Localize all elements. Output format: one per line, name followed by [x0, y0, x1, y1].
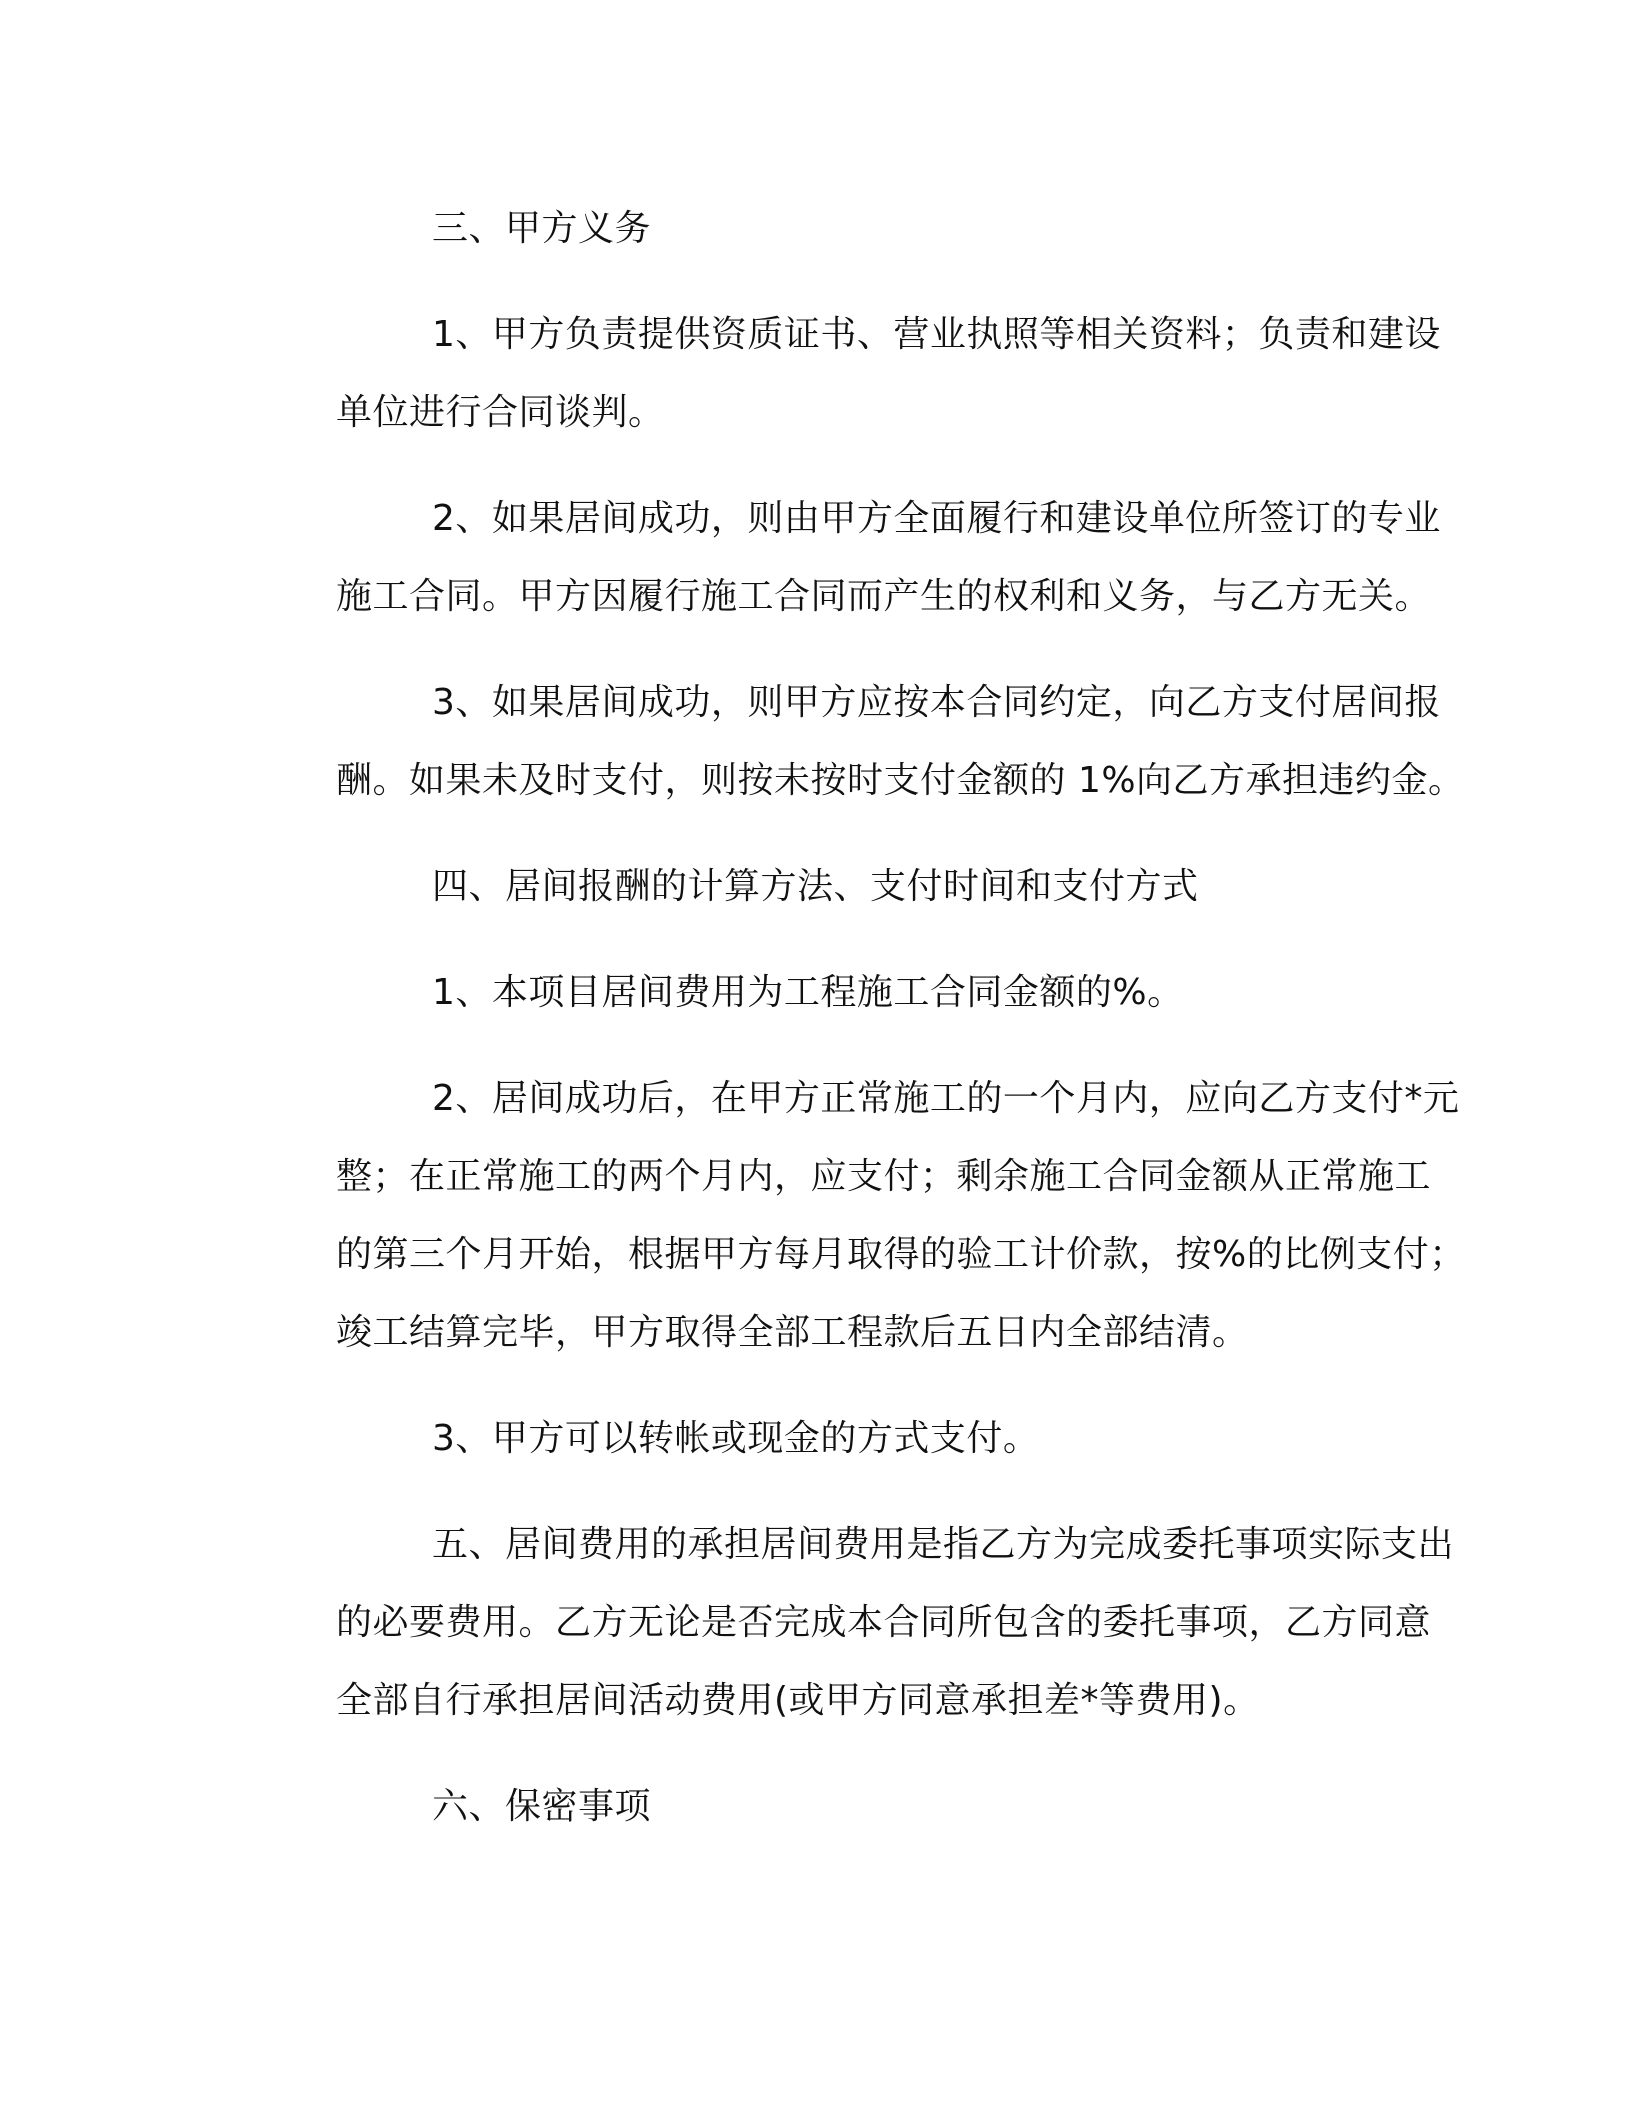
text-line: 1、本项目居间费用为工程施工合同金额的%。 — [432, 972, 1184, 1013]
text-line: 全部自行承担居间活动费用(或甲方同意承担差*等费用)。 — [336, 1680, 1260, 1721]
text-line: 2、居间成功后，在甲方正常施工的一个月内，应向乙方支付*元 — [432, 1078, 1460, 1119]
text-line: 三、甲方义务 — [432, 208, 652, 249]
section-heading-6 — [240, 1768, 1380, 1846]
paragraph-4-3 — [240, 1400, 1380, 1478]
text-line: 整；在正常施工的两个月内，应支付；剩余施工合同金额从正常施工 — [336, 1156, 1432, 1197]
text-line: 单位进行合同谈判。 — [336, 392, 665, 433]
text-line: 3、甲方可以转帐或现金的方式支付。 — [432, 1418, 1040, 1459]
text-line: 六、保密事项 — [432, 1786, 652, 1827]
text-line: 酬。如果未及时支付，则按未按时支付金额的 1%向乙方承担违约金。 — [336, 760, 1465, 801]
section-heading-3 — [240, 190, 1380, 268]
text-line: 四、居间报酬的计算方法、支付时间和支付方式 — [432, 866, 1199, 907]
document-body — [240, 190, 1466, 1874]
text-line: 2、如果居间成功，则由甲方全面履行和建设单位所签订的专业 — [432, 498, 1441, 539]
paragraph-4-2 — [240, 1060, 1466, 1372]
text-line: 竣工结算完毕，甲方取得全部工程款后五日内全部结清。 — [336, 1312, 1249, 1353]
text-line: 的必要费用。乙方无论是否完成本合同所包含的委托事项，乙方同意 — [336, 1602, 1432, 1643]
section-5-paragraph — [240, 1506, 1455, 1740]
text-line: 的第三个月开始，根据甲方每月取得的验工计价款，按%的比例支付； — [336, 1234, 1466, 1275]
paragraph-3-3 — [240, 664, 1465, 820]
text-line: 1、甲方负责提供资质证书、营业执照等相关资料；负责和建设 — [432, 314, 1441, 355]
paragraph-4-1 — [240, 954, 1380, 1032]
section-heading-4 — [240, 848, 1380, 926]
paragraph-3-1 — [240, 296, 1441, 452]
text-line: 施工合同。甲方因履行施工合同而产生的权利和义务，与乙方无关。 — [336, 576, 1432, 617]
paragraph-3-2 — [240, 480, 1441, 636]
text-line: 3、如果居间成功，则甲方应按本合同约定，向乙方支付居间报 — [432, 682, 1441, 723]
text-line: 五、居间费用的承担居间费用是指乙方为完成委托事项实际支出 — [432, 1524, 1455, 1565]
